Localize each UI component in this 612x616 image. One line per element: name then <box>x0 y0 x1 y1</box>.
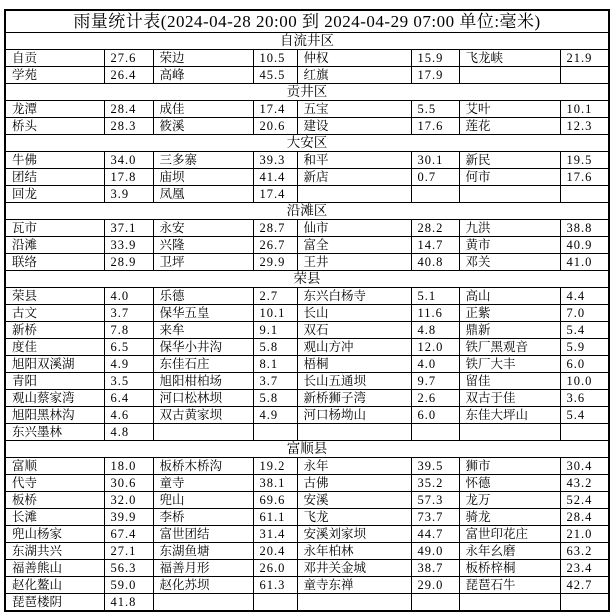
table-title: 雨量统计表(2024-04-28 20:00 到 2024-04-29 07:00 单位:毫米) <box>5 10 609 33</box>
rainfall-value: 42.7 <box>560 577 609 594</box>
rainfall-value: 23.4 <box>560 560 609 577</box>
station-name: 新桥 <box>5 322 104 339</box>
rainfall-value: 67.4 <box>104 526 153 543</box>
station-name: 骑龙 <box>459 509 560 526</box>
station-name: 河口松林坝 <box>153 390 253 407</box>
rainfall-value: 19.2 <box>253 458 297 475</box>
station-name: 旭阳双溪湖 <box>5 356 104 373</box>
rainfall-value: 41.8 <box>104 594 153 612</box>
station-name: 九洪 <box>459 220 560 237</box>
section-row <box>5 271 609 288</box>
section-header: 沿滩区 <box>5 203 609 220</box>
rainfall-value: 34.0 <box>104 152 153 169</box>
rainfall-value: 45.5 <box>253 67 297 84</box>
rainfall-value <box>411 424 459 441</box>
station-name: 鼎新 <box>459 322 560 339</box>
station-name: 度佳 <box>5 339 104 356</box>
rainfall-value: 6.0 <box>411 407 459 424</box>
station-row <box>5 67 609 84</box>
rainfall-value: 41.4 <box>253 169 297 186</box>
station-row <box>5 237 609 254</box>
rainfall-value: 3.5 <box>104 373 153 390</box>
rainfall-value: 10.1 <box>253 305 297 322</box>
station-row <box>5 424 609 441</box>
station-name: 板桥 <box>5 492 104 509</box>
section-header: 富顺县 <box>5 441 609 458</box>
station-name: 东湖共兴 <box>5 543 104 560</box>
station-row <box>5 101 609 118</box>
rainfall-value: 38.7 <box>411 560 459 577</box>
station-name: 王井 <box>297 254 411 271</box>
title-row <box>5 10 609 33</box>
rainfall-value <box>560 424 609 441</box>
rainfall-value <box>411 594 459 612</box>
station-row <box>5 169 609 186</box>
station-row <box>5 560 609 577</box>
rainfall-value: 69.6 <box>253 492 297 509</box>
rainfall-value: 39.3 <box>253 152 297 169</box>
rainfall-value: 10.0 <box>560 373 609 390</box>
station-name: 乐德 <box>153 288 253 305</box>
rainfall-value: 3.7 <box>104 305 153 322</box>
station-name: 童寺东禅 <box>297 577 411 594</box>
station-name: 铁厂黑观音 <box>459 339 560 356</box>
station-name <box>297 186 411 203</box>
rainfall-value: 27.1 <box>104 543 153 560</box>
station-name: 沿滩 <box>5 237 104 254</box>
station-name: 双石 <box>297 322 411 339</box>
station-name: 学苑 <box>5 67 104 84</box>
rainfall-value: 2.7 <box>253 288 297 305</box>
station-name: 东佳大坪山 <box>459 407 560 424</box>
rainfall-value: 17.8 <box>104 169 153 186</box>
station-name: 板桥木桥沟 <box>153 458 253 475</box>
station-name: 东兴白杨寺 <box>297 288 411 305</box>
section-header: 自流井区 <box>5 33 609 50</box>
station-row <box>5 526 609 543</box>
station-name: 旭阳黑林沟 <box>5 407 104 424</box>
rainfall-value: 17.4 <box>253 101 297 118</box>
rainfall-value: 5.4 <box>560 407 609 424</box>
station-name: 保华五皇 <box>153 305 253 322</box>
station-name: 龙万 <box>459 492 560 509</box>
rainfall-value: 27.6 <box>104 50 153 67</box>
rainfall-value: 38.8 <box>560 220 609 237</box>
station-name: 飞龙 <box>297 509 411 526</box>
station-row <box>5 220 609 237</box>
station-name: 高峰 <box>153 67 253 84</box>
rainfall-value: 5.9 <box>560 339 609 356</box>
rainfall-value: 61.1 <box>253 509 297 526</box>
station-name: 保华小井沟 <box>153 339 253 356</box>
rainfall-value: 4.8 <box>104 424 153 441</box>
station-name: 牛佛 <box>5 152 104 169</box>
rainfall-value: 29.9 <box>253 254 297 271</box>
rainfall-value: 28.2 <box>411 220 459 237</box>
rainfall-value: 12.0 <box>411 339 459 356</box>
station-name: 艾叶 <box>459 101 560 118</box>
rainfall-value: 17.4 <box>253 186 297 203</box>
rainfall-value: 5.4 <box>560 322 609 339</box>
rainfall-value: 20.4 <box>253 543 297 560</box>
station-name: 怀德 <box>459 475 560 492</box>
station-name <box>153 424 253 441</box>
rainfall-value: 15.9 <box>411 50 459 67</box>
station-name: 富全 <box>297 237 411 254</box>
station-name: 双古黄家坝 <box>153 407 253 424</box>
rainfall-value: 6.5 <box>104 339 153 356</box>
station-name: 留佳 <box>459 373 560 390</box>
station-name: 和平 <box>297 152 411 169</box>
station-row <box>5 356 609 373</box>
rainfall-value: 9.1 <box>253 322 297 339</box>
station-name: 板桥梓桐 <box>459 560 560 577</box>
rainfall-value: 7.8 <box>104 322 153 339</box>
station-name: 建设 <box>297 118 411 135</box>
station-name: 何市 <box>459 169 560 186</box>
station-name: 李桥 <box>153 509 253 526</box>
rainfall-value: 9.7 <box>411 373 459 390</box>
rainfall-value: 10.1 <box>560 101 609 118</box>
station-name: 卫坪 <box>153 254 253 271</box>
station-name: 东佳石庄 <box>153 356 253 373</box>
station-name <box>459 424 560 441</box>
rainfall-value: 4.9 <box>104 356 153 373</box>
rainfall-value: 0.7 <box>411 169 459 186</box>
rainfall-value: 7.0 <box>560 305 609 322</box>
station-name: 东湖鱼塘 <box>153 543 253 560</box>
rainfall-value: 4.6 <box>104 407 153 424</box>
rainfall-value: 3.6 <box>560 390 609 407</box>
station-name <box>459 186 560 203</box>
rainfall-value: 5.5 <box>411 101 459 118</box>
station-name: 琵琶楼阴 <box>5 594 104 612</box>
station-row <box>5 407 609 424</box>
rainfall-value: 28.9 <box>104 254 153 271</box>
station-row <box>5 373 609 390</box>
station-name: 东兴墨林 <box>5 424 104 441</box>
rainfall-value: 26.7 <box>253 237 297 254</box>
rainfall-value <box>560 186 609 203</box>
rainfall-value: 26.4 <box>104 67 153 84</box>
rainfall-value: 5.1 <box>411 288 459 305</box>
station-name: 新桥狮子湾 <box>297 390 411 407</box>
rainfall-value: 20.6 <box>253 118 297 135</box>
section-row <box>5 135 609 152</box>
station-row <box>5 186 609 203</box>
station-name: 古文 <box>5 305 104 322</box>
station-name: 童寺 <box>153 475 253 492</box>
station-name: 回龙 <box>5 186 104 203</box>
rainfall-value: 10.5 <box>253 50 297 67</box>
station-name: 瓦市 <box>5 220 104 237</box>
station-name: 红旗 <box>297 67 411 84</box>
section-row <box>5 441 609 458</box>
rainfall-value: 52.4 <box>560 492 609 509</box>
rainfall-value: 61.3 <box>253 577 297 594</box>
rainfall-value: 33.9 <box>104 237 153 254</box>
rainfall-value: 39.9 <box>104 509 153 526</box>
rainfall-value: 59.0 <box>104 577 153 594</box>
station-name: 来牟 <box>153 322 253 339</box>
station-name <box>459 67 560 84</box>
station-name: 五宝 <box>297 101 411 118</box>
station-name <box>153 594 253 612</box>
station-name: 福善熊山 <box>5 560 104 577</box>
rainfall-value <box>560 67 609 84</box>
section-header: 贡井区 <box>5 84 609 101</box>
rainfall-value: 49.0 <box>411 543 459 560</box>
station-name: 邓关 <box>459 254 560 271</box>
station-name: 代寺 <box>5 475 104 492</box>
rainfall-value: 5.8 <box>253 339 297 356</box>
station-name: 荣县 <box>5 288 104 305</box>
station-name: 自贡 <box>5 50 104 67</box>
rainfall-value: 29.0 <box>411 577 459 594</box>
station-name: 联络 <box>5 254 104 271</box>
rainfall-value: 31.4 <box>253 526 297 543</box>
station-name: 永年 <box>297 458 411 475</box>
station-name: 仲权 <box>297 50 411 67</box>
station-name: 正紫 <box>459 305 560 322</box>
rainfall-value: 14.7 <box>411 237 459 254</box>
station-name: 新民 <box>459 152 560 169</box>
station-name <box>459 594 560 612</box>
rainfall-value: 8.1 <box>253 356 297 373</box>
section-row <box>5 33 609 50</box>
rainfall-value: 56.3 <box>104 560 153 577</box>
station-row <box>5 509 609 526</box>
rainfall-value: 3.7 <box>253 373 297 390</box>
rainfall-value: 30.4 <box>560 458 609 475</box>
rainfall-value: 40.8 <box>411 254 459 271</box>
station-name: 黄市 <box>459 237 560 254</box>
rainfall-value: 17.6 <box>411 118 459 135</box>
station-row <box>5 152 609 169</box>
rainfall-value: 3.9 <box>104 186 153 203</box>
station-name: 三多寨 <box>153 152 253 169</box>
station-name <box>297 424 411 441</box>
rainfall-value: 63.2 <box>560 543 609 560</box>
rainfall-value: 57.3 <box>411 492 459 509</box>
rainfall-value: 37.1 <box>104 220 153 237</box>
rainfall-value: 2.6 <box>411 390 459 407</box>
rainfall-value: 21.0 <box>560 526 609 543</box>
station-name: 高山 <box>459 288 560 305</box>
rainfall-table-body <box>5 10 609 611</box>
station-name: 观山蔡家湾 <box>5 390 104 407</box>
rainfall-value: 26.0 <box>253 560 297 577</box>
rainfall-value: 17.6 <box>560 169 609 186</box>
rainfall-value: 4.0 <box>104 288 153 305</box>
rainfall-value: 21.9 <box>560 50 609 67</box>
station-name: 飞龙峡 <box>459 50 560 67</box>
rainfall-value: 28.7 <box>253 220 297 237</box>
rainfall-value: 6.0 <box>560 356 609 373</box>
rainfall-value: 30.6 <box>104 475 153 492</box>
station-row <box>5 254 609 271</box>
rainfall-value: 28.3 <box>104 118 153 135</box>
station-name: 富世印花庄 <box>459 526 560 543</box>
station-name: 旭阳柑柏场 <box>153 373 253 390</box>
station-row <box>5 288 609 305</box>
station-name: 永年幺磨 <box>459 543 560 560</box>
station-name: 观山方冲 <box>297 339 411 356</box>
station-name: 河口杨坳山 <box>297 407 411 424</box>
rainfall-table <box>4 9 610 612</box>
station-name: 赵化鳌山 <box>5 577 104 594</box>
station-name: 富顺 <box>5 458 104 475</box>
station-name: 兜山 <box>153 492 253 509</box>
station-name: 安溪 <box>297 492 411 509</box>
rainfall-value: 19.5 <box>560 152 609 169</box>
rainfall-value: 17.9 <box>411 67 459 84</box>
rainfall-value: 38.1 <box>253 475 297 492</box>
section-row <box>5 84 609 101</box>
station-name: 筱溪 <box>153 118 253 135</box>
rainfall-value: 43.2 <box>560 475 609 492</box>
rainfall-value: 11.6 <box>411 305 459 322</box>
station-row <box>5 458 609 475</box>
station-name: 长滩 <box>5 509 104 526</box>
station-name: 长山 <box>297 305 411 322</box>
station-name: 梧桐 <box>297 356 411 373</box>
station-name: 富世团结 <box>153 526 253 543</box>
rainfall-value: 6.4 <box>104 390 153 407</box>
station-name: 铁厂大丰 <box>459 356 560 373</box>
section-header: 大安区 <box>5 135 609 152</box>
station-row <box>5 339 609 356</box>
station-row <box>5 475 609 492</box>
rainfall-value: 28.4 <box>104 101 153 118</box>
rainfall-value <box>560 594 609 612</box>
station-name: 庙坝 <box>153 169 253 186</box>
station-row <box>5 492 609 509</box>
station-name: 邓井关金城 <box>297 560 411 577</box>
rainfall-value: 35.2 <box>411 475 459 492</box>
rainfall-value: 4.9 <box>253 407 297 424</box>
station-row <box>5 50 609 67</box>
rainfall-value: 4.8 <box>411 322 459 339</box>
station-name: 团结 <box>5 169 104 186</box>
rainfall-value: 32.0 <box>104 492 153 509</box>
station-row <box>5 543 609 560</box>
station-name: 古佛 <box>297 475 411 492</box>
station-name: 莲花 <box>459 118 560 135</box>
station-name: 琵琶石牛 <box>459 577 560 594</box>
station-name: 荣边 <box>153 50 253 67</box>
station-name: 兜山杨家 <box>5 526 104 543</box>
station-row <box>5 390 609 407</box>
rainfall-value: 44.7 <box>411 526 459 543</box>
station-name: 永年柏林 <box>297 543 411 560</box>
rainfall-value: 73.7 <box>411 509 459 526</box>
rainfall-value: 5.8 <box>253 390 297 407</box>
station-name: 龙潭 <box>5 101 104 118</box>
rainfall-value: 4.4 <box>560 288 609 305</box>
section-header: 荣县 <box>5 271 609 288</box>
station-name: 永安 <box>153 220 253 237</box>
rainfall-value: 39.5 <box>411 458 459 475</box>
station-name: 桥头 <box>5 118 104 135</box>
rainfall-value: 18.0 <box>104 458 153 475</box>
rainfall-value <box>411 186 459 203</box>
station-name: 兴隆 <box>153 237 253 254</box>
rainfall-value: 41.0 <box>560 254 609 271</box>
rainfall-value: 12.3 <box>560 118 609 135</box>
station-row <box>5 305 609 322</box>
station-name: 赵化苏坝 <box>153 577 253 594</box>
station-name: 长山五通坝 <box>297 373 411 390</box>
rainfall-value: 4.0 <box>411 356 459 373</box>
station-row <box>5 577 609 594</box>
station-name: 狮市 <box>459 458 560 475</box>
station-row <box>5 594 609 612</box>
station-name: 成佳 <box>153 101 253 118</box>
rainfall-value: 30.1 <box>411 152 459 169</box>
rainfall-value <box>253 594 297 612</box>
station-name: 福善月形 <box>153 560 253 577</box>
station-name: 仙市 <box>297 220 411 237</box>
station-name: 青阳 <box>5 373 104 390</box>
station-row <box>5 322 609 339</box>
rainfall-value: 28.4 <box>560 509 609 526</box>
station-name: 凤凰 <box>153 186 253 203</box>
station-name: 双古于佳 <box>459 390 560 407</box>
station-row <box>5 118 609 135</box>
station-name: 安溪刘家坝 <box>297 526 411 543</box>
section-row <box>5 203 609 220</box>
rainfall-value <box>253 424 297 441</box>
station-name: 新店 <box>297 169 411 186</box>
station-name <box>297 594 411 612</box>
rainfall-value: 40.9 <box>560 237 609 254</box>
